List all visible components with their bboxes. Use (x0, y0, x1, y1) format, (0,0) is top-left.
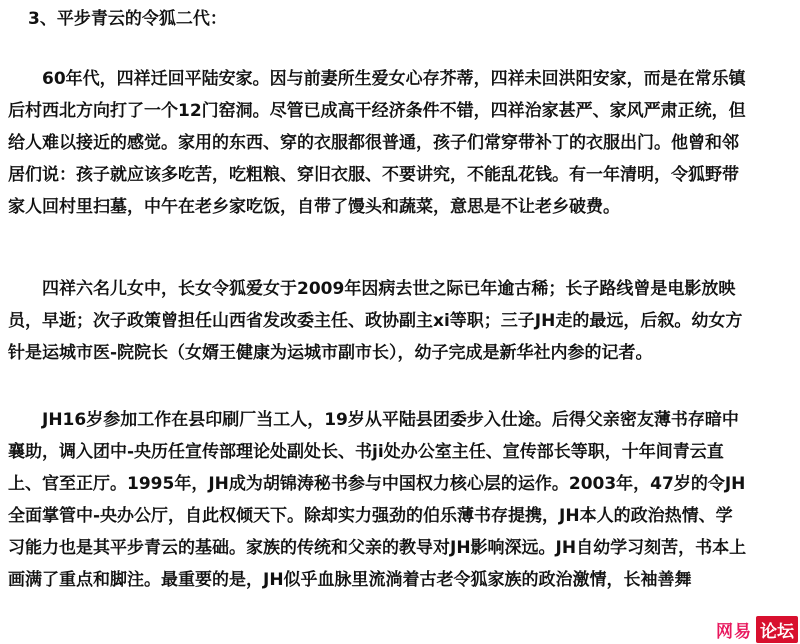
watermark-brand: 网易 (716, 621, 752, 642)
section-heading: 3、平步青云的令狐二代： (28, 9, 227, 29)
paragraph-line: 家人回村里扫墓，中午在老乡家吃饭，自带了馒头和蔬菜，意思是不让老乡破费。 (8, 197, 620, 217)
paragraph-line: 给人难以接近的感觉。家用的东西、穿的衣服都很普通，孩子们常穿带补丁的衣服出门。他曾和邻 (8, 133, 739, 153)
paragraph-1 (8, 63, 792, 223)
paragraph-line: 襄助，调入团中-央历任宣传部理论处副处长、书ji处办公室主任、宣传部长等职，十年间青云直 (8, 442, 724, 462)
netease-forum-watermark (714, 616, 798, 642)
paragraph-line: JH16岁参加工作在县印刷厂当工人，19岁从平陆县团委步入仕途。后得父亲密友薄书存暗中 (8, 410, 739, 430)
paragraph-2 (8, 273, 792, 369)
paragraph-3 (8, 404, 792, 596)
watermark-forum: 论坛 (756, 616, 798, 643)
paragraph-line: 上、官至正厅。1995年，JH成为胡锦涛秘书参与中国权力核心层的运作。2003年，47岁的令JH (8, 474, 746, 494)
paragraph-line: 画满了重点和脚注。最重要的是，JH似乎血脉里流淌着古老令狐家族的政治激情，长袖善舞 (8, 570, 692, 590)
paragraph-line: 针是运城市医-院院长（女婿王健康为运城市副市长），幼子完成是新华社内参的记者。 (8, 343, 653, 363)
paragraph-line: 四祥六名儿女中，长女令狐爱女于2009年因病去世之际已年逾古稀；长子路线曾是电影放映 (8, 279, 736, 299)
paragraph-line: 习能力也是其平步青云的基础。家族的传统和父亲的教导对JH影响深远。JH自幼学习刻苦，书本上 (8, 538, 747, 558)
paragraph-line: 60年代，四祥迁回平陆安家。因与前妻所生爱女心存芥蒂，四祥未回洪阳安家，而是在常乐镇 (8, 69, 746, 89)
paragraph-line: 全面掌管中-央办公厅，自此权倾天下。除却实力强劲的伯乐薄书存提携，JH本人的政治热情、学 (8, 506, 733, 526)
paragraph-line: 员，早逝；次子政策曾担任山西省发改委主任、政协副主xi等职；三子JH走的最远，后叙。幼女方 (8, 311, 743, 331)
paragraph-line: 居们说：孩子就应该多吃苦，吃粗粮、穿旧衣服、不要讲究，不能乱花钱。有一年清明，令狐野带 (8, 165, 739, 185)
paragraph-line: 后村西北方向打了一个12门窑洞。尽管已成高干经济条件不错，四祥治家甚严、家风严肃正统，但 (8, 101, 746, 121)
